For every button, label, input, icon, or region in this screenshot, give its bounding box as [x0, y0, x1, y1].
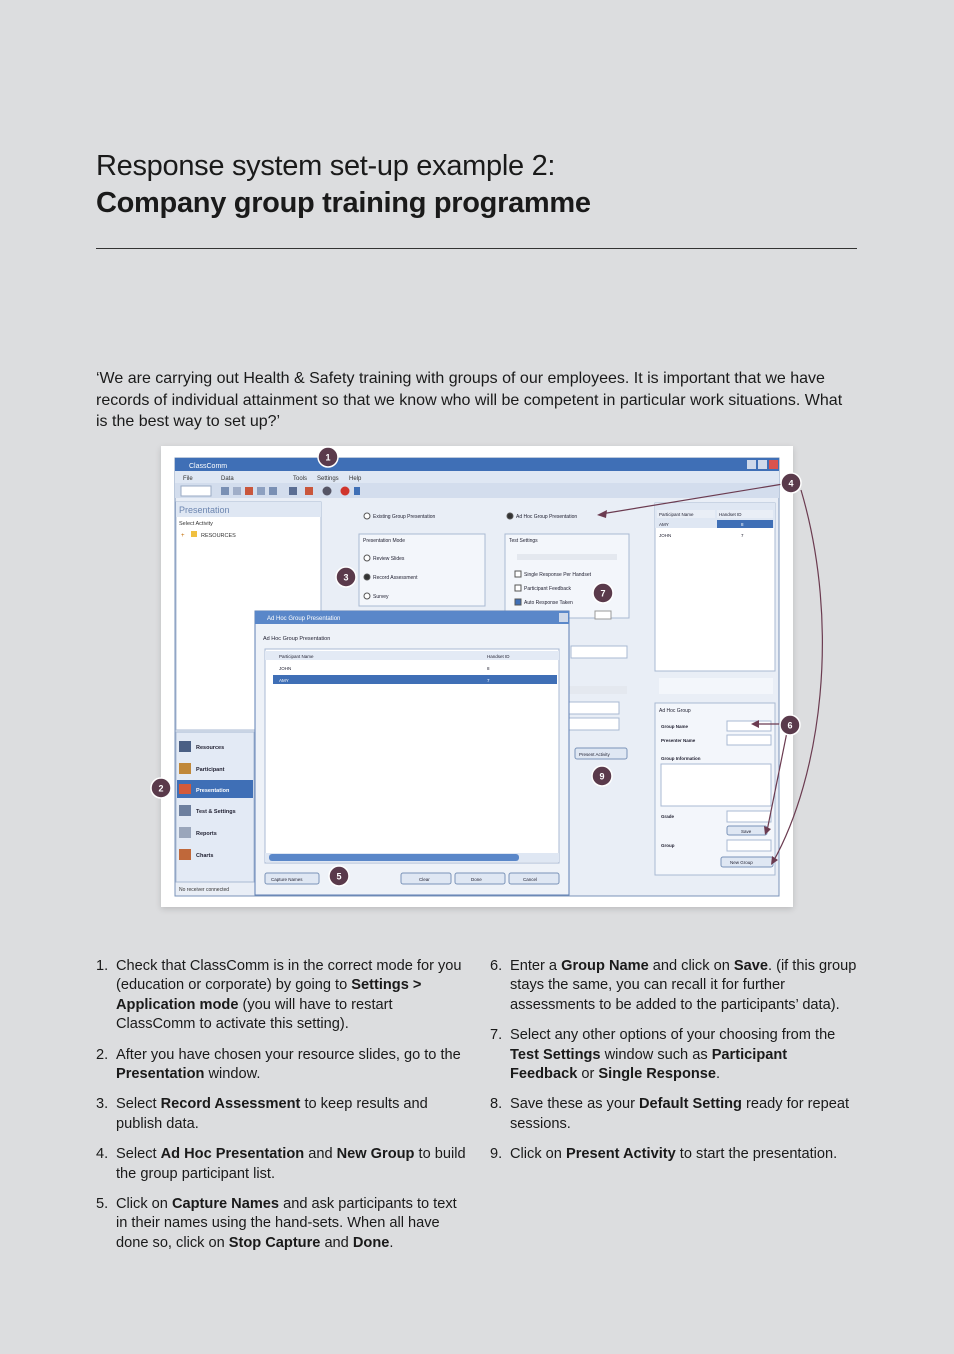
grade-label: Grade — [661, 814, 675, 819]
right-col-handset: Handset ID — [719, 512, 742, 517]
step-emphasis: Done — [352, 1234, 390, 1251]
right-disabled-area — [659, 678, 773, 694]
mode-review-label: Review Slides — [373, 556, 405, 562]
group-combo[interactable] — [727, 840, 771, 851]
step-text: to keep results and publish data. — [116, 1096, 428, 1132]
step-item — [96, 1195, 468, 1253]
dialog-scrollbar[interactable] — [269, 854, 519, 861]
step-item — [96, 1145, 468, 1184]
test-group-title: Test Settings — [509, 538, 538, 544]
cancel-label: Cancel — [523, 877, 538, 882]
software-screenshot — [158, 446, 794, 907]
dialog-row1-name[interactable]: JOHN — [279, 666, 292, 671]
save-label: Save — [741, 829, 752, 834]
dialog-col-name: Participant Name — [279, 654, 314, 659]
group-panel-title: Ad Hoc Group — [659, 708, 691, 714]
menu-tools[interactable]: Tools — [293, 476, 308, 482]
test-single-label: Single Response Per Handset — [524, 572, 591, 578]
charts-icon — [179, 849, 191, 860]
step-item — [490, 1026, 858, 1084]
step-text: Select — [116, 1146, 161, 1163]
step-emphasis: Default Setting — [639, 1096, 742, 1113]
test-settings-icon — [179, 805, 191, 816]
group-name-input[interactable] — [727, 721, 771, 731]
mode-record-label: Record Assessment — [373, 575, 418, 581]
test-auto-label: Auto Response Taken — [524, 600, 573, 606]
step-text: Select any other options of your choosing from the — [510, 1027, 836, 1044]
step-item — [96, 1095, 468, 1134]
step-text: and — [304, 1146, 337, 1163]
group-label: Group — [661, 843, 675, 848]
title-rule — [96, 248, 857, 249]
new-group-label: New Group — [730, 860, 753, 865]
right-row2-name[interactable]: JOHN — [659, 533, 672, 538]
step-text: and click on — [648, 958, 734, 974]
nav-presentation[interactable]: Presentation — [196, 788, 230, 794]
step-item — [96, 1046, 468, 1085]
participant-icon — [179, 763, 191, 774]
step-emphasis: Record Assessment — [160, 1096, 301, 1113]
capture-names-label: Capture Names — [271, 877, 303, 882]
step-text: to build the group participant list. — [116, 1146, 466, 1182]
group-info-textarea[interactable] — [661, 764, 771, 806]
dialog-selected-row[interactable] — [273, 675, 557, 684]
dialog-group-title: Ad Hoc Group Presentation — [263, 636, 331, 642]
step-emphasis: Single Response — [598, 1066, 717, 1083]
center-input-b[interactable] — [569, 718, 619, 730]
grade-input[interactable] — [727, 811, 771, 822]
callout-5-label: 5 — [336, 871, 342, 882]
group-info-label: Group Information — [661, 756, 701, 761]
check-auto-response[interactable] — [515, 599, 521, 605]
step-text: Click on — [116, 1196, 172, 1213]
nav-participant[interactable]: Participant — [196, 767, 225, 773]
dialog-row2-name[interactable]: AMY — [279, 678, 289, 683]
steps-right-column — [490, 957, 858, 1176]
step-text: and ask participants to text in their names using the hand-sets. When all have done so, click on — [116, 1196, 457, 1251]
step-emphasis: Test Settings — [510, 1046, 601, 1063]
test-feedback-label: Participant Feedback — [524, 586, 571, 592]
step-emphasis: Present Activity — [565, 1146, 676, 1163]
reports-icon — [179, 827, 191, 838]
step-emphasis: Capture Names — [171, 1196, 280, 1213]
callout-9-label: 9 — [599, 771, 605, 782]
right-col-name: Participant Name — [659, 512, 694, 517]
intro-quote: ‘We are carrying out Health & Safety training with groups of our employees. It is important that we have records of individual attainment so that we know who will be competent in particular work situations. What is the best way to set up?’ — [96, 370, 843, 430]
radio-survey[interactable] — [364, 593, 370, 599]
step-text: window such as — [600, 1046, 712, 1063]
done-label: Done — [471, 877, 482, 882]
step-number: 7. — [490, 1027, 503, 1044]
group-name-label: Group Name — [661, 724, 689, 729]
step-text: ready for repeat sessions. — [510, 1096, 850, 1132]
step-text: Enter a — [510, 958, 562, 974]
step-emphasis: Ad Hoc Presentation — [160, 1146, 305, 1163]
right-row1-name[interactable]: AMY — [659, 522, 669, 527]
check-single-response[interactable] — [515, 571, 521, 577]
step-text: window. — [204, 1066, 261, 1083]
step-emphasis: Presentation — [116, 1066, 205, 1083]
mode-group-title: Presentation Mode — [363, 538, 405, 544]
window-controls[interactable] — [747, 460, 778, 469]
select-activity-label: Select Activity — [179, 521, 213, 527]
callout-6-label: 6 — [787, 720, 793, 731]
percent-input[interactable] — [595, 611, 611, 619]
step-emphasis: New Group — [336, 1146, 415, 1163]
step-text: . (if this group stays the same, you can recall it for further assessments to be added to the participants’ data). — [510, 958, 857, 1013]
step-emphasis: Participant Feedback — [510, 1046, 788, 1083]
status-bar-text: No receiver connected — [179, 887, 230, 893]
nav-test-settings[interactable]: Test & Settings — [196, 809, 236, 815]
step-emphasis: Settings > Application mode — [116, 977, 422, 1013]
page-title-line1: Response system set-up example 2: — [96, 150, 556, 182]
dialog-row1-id[interactable]: 8 — [487, 666, 490, 671]
window-titlebar — [175, 458, 779, 471]
folder-icon — [191, 531, 197, 537]
window-title: ClassComm — [189, 463, 228, 470]
menu-data[interactable]: Data — [221, 476, 234, 482]
step-number: 1. — [96, 958, 109, 974]
step-item — [96, 957, 468, 1035]
step-text: After you have chosen your resource slides, go to the — [116, 1046, 461, 1063]
step-number: 8. — [490, 1096, 503, 1113]
dialog-col-handset: Handset ID — [487, 654, 510, 659]
right-selected-cell[interactable] — [717, 520, 773, 528]
radio-record-assessment[interactable] — [364, 574, 370, 580]
right-row2-id[interactable]: 7 — [741, 533, 744, 538]
right-row1-id[interactable]: 8 — [741, 522, 744, 527]
nav-charts[interactable]: Charts — [196, 853, 214, 859]
step-text: and — [320, 1234, 353, 1251]
step-item — [490, 1145, 858, 1164]
step-text: Click on — [510, 1146, 566, 1163]
step-number: 9. — [490, 1146, 503, 1163]
step-number: 6. — [490, 958, 503, 974]
mode-survey-label: Survey — [373, 594, 389, 600]
step-number: 5. — [96, 1196, 109, 1213]
menu-settings[interactable]: Settings — [317, 476, 339, 482]
radio-adhoc[interactable] — [507, 513, 513, 519]
step-number: 2. — [96, 1046, 109, 1063]
dialog-row2-id[interactable]: 7 — [487, 678, 490, 683]
step-text: to start the presentation. — [675, 1146, 838, 1163]
step-emphasis: Save — [733, 958, 768, 974]
step-text: . — [716, 1066, 721, 1083]
step-number: 4. — [96, 1146, 109, 1163]
resources-icon — [179, 741, 191, 752]
disabled-options — [517, 554, 617, 560]
callout-1-label: 1 — [325, 452, 331, 463]
center-input-a[interactable] — [569, 702, 619, 714]
step-emphasis: Stop Capture — [228, 1234, 321, 1251]
nav-resources[interactable]: Resources — [196, 745, 225, 751]
combo-box[interactable] — [571, 646, 627, 658]
step-emphasis: Group Name — [561, 958, 649, 974]
callout-3-label: 3 — [343, 572, 349, 583]
radio-existing[interactable] — [364, 513, 370, 519]
step-number: 3. — [96, 1096, 109, 1113]
callout-7-label: 7 — [600, 588, 606, 599]
dialog-close-icon[interactable] — [559, 613, 568, 622]
tree-item-resources[interactable]: RESOURCES — [201, 533, 236, 539]
menu-help[interactable]: Help — [349, 476, 362, 482]
radio-review-slides[interactable] — [364, 555, 370, 561]
steps-left-column — [96, 957, 468, 1264]
left-panel-title: Presentation — [179, 505, 230, 515]
page-title-line2: Company group training programme — [96, 187, 591, 219]
screenshot-drawing — [158, 446, 794, 907]
menu-file[interactable]: File — [183, 476, 193, 482]
clear-label: Clear — [419, 877, 430, 882]
step-item — [490, 1095, 858, 1134]
step-text: Check that ClassComm is in the correct mode for you (education or corporate) by going to — [116, 958, 462, 994]
radio-existing-label: Existing Group Presentation — [373, 514, 436, 520]
dialog-title: Ad Hoc Group Presentation — [267, 616, 341, 622]
presenter-name-label: Presenter Name — [661, 738, 696, 743]
check-participant-feedback[interactable] — [515, 585, 521, 591]
presenter-name-input[interactable] — [727, 735, 771, 745]
present-activity-label: Present Activity — [579, 752, 610, 757]
step-text: (you will have to restart ClassComm to activate this setting). — [116, 996, 393, 1033]
step-item — [490, 957, 858, 1015]
step-text: Save these as your — [510, 1096, 639, 1113]
presentation-icon — [179, 784, 191, 794]
callout-2-label: 2 — [158, 783, 164, 794]
step-text: or — [577, 1066, 599, 1083]
callout-4-label: 4 — [788, 478, 794, 489]
tree-expand-icon[interactable]: + — [181, 533, 185, 539]
center-disabled-bar — [569, 686, 627, 694]
nav-reports[interactable]: Reports — [196, 831, 217, 837]
step-text: Select — [116, 1096, 161, 1113]
radio-adhoc-label: Ad Hoc Group Presentation — [516, 514, 578, 520]
step-text: . — [389, 1234, 394, 1251]
